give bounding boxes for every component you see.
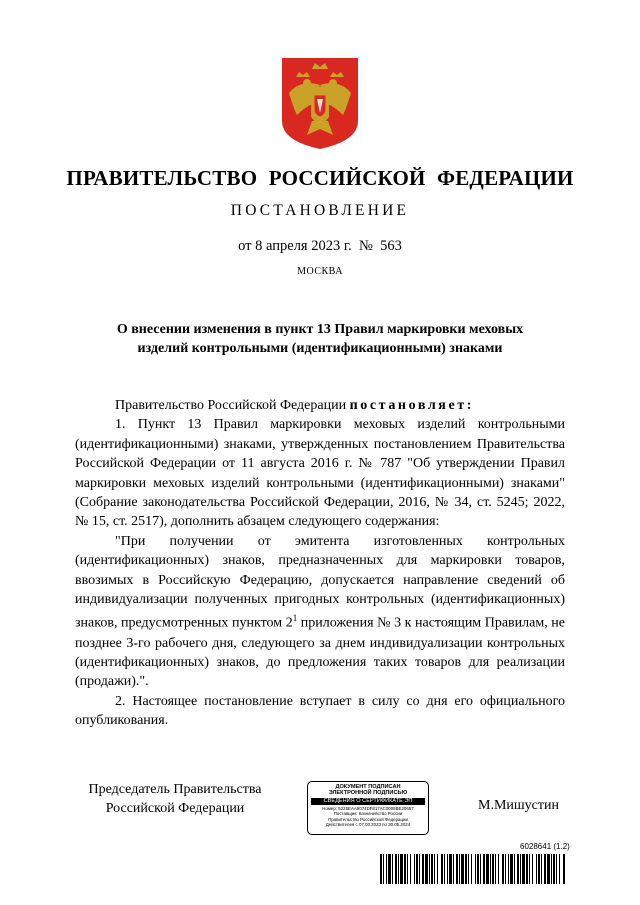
stamp-cert-number: Номер: 5225EAA9074DF817AC0008BE20657 xyxy=(322,805,414,811)
quote-text-b: приложения № 3 к настоящим Правилам, не позднее 3-го рабочего дня, следующего за днем индивидуализации контрольных (идентификационных) знаков, до предложения таких товаров для реализации (продажи).". xyxy=(75,616,565,690)
intro-text: Правительство Российской Федерации xyxy=(115,398,350,413)
paragraph-1: 1. Пункт 13 Правил маркировки меховых изделий контрольными (идентификационными) знаками, утвержденных постановлением Правительства Российской Федерации от 11 августа 2016 г. № 787 "Об утверждении Правил маркировки меховых изделий контрольными (идентификационными) знаками" (Собрание законодательства Российской Федерации, 2016, № 34, ст. 5245; 2022, № 15, ст. 2517), дополнить абзацем следующего содержания: xyxy=(75,417,565,530)
quote-text-a: "При получении от эмитента изготовленных контрольных (идентификационных) знаков, предназначенных для маркировки товаров, ввозимых в Российскую Федерацию, допускается направление сведений об индивидуализации полученных пригодных контрольных (идентификационных) знаков, предусмотренных пунктом 2 xyxy=(75,533,565,632)
barcode-number: 6028641 (1.2) xyxy=(520,842,570,851)
document-city: МОСКВА xyxy=(297,266,343,277)
electronic-signature-stamp xyxy=(307,781,429,835)
document-subject: О внесении изменения в пункт 13 Правил маркировки меховых изделий контрольными (идентификационными) знаками xyxy=(116,322,524,356)
document-body xyxy=(75,396,565,731)
signatory-title xyxy=(70,780,280,818)
stamp-validity: Действителен с 07.03.2023 по 30.05.2024 xyxy=(325,822,411,828)
coat-of-arms-icon xyxy=(279,55,361,151)
signatory-title-line1: Председатель Правительства xyxy=(88,782,262,797)
stamp-owner: Правительство Российской Федерации xyxy=(328,816,408,822)
quoted-paragraph xyxy=(75,532,565,692)
barcode-icon xyxy=(380,854,566,884)
resolves-word: постановляет: xyxy=(349,398,474,413)
stamp-issuer: Поставщик: Казначейство России xyxy=(333,811,403,817)
government-title: ПРАВИТЕЛЬСТВО РОССИЙСКОЙ ФЕДЕРАЦИИ xyxy=(66,166,574,190)
signatory-name: М.Мишустин xyxy=(478,798,559,813)
document-date-number: от 8 апреля 2023 г. № 563 xyxy=(238,238,402,254)
paragraph-2: 2. Настоящее постановление вступает в силу со дня его официального опубликования. xyxy=(75,693,565,729)
signatory-title-line2: Российской Федерации xyxy=(105,801,245,816)
stamp-heading-2: ЭЛЕКТРОННОЙ ПОДПИСЬЮ xyxy=(328,790,408,797)
stamp-certificate-bar: СВЕДЕНИЯ О СЕРТИФИКАТЕ ЭП xyxy=(311,798,425,805)
intro-paragraph xyxy=(75,396,565,415)
stamp-heading-1: ДОКУМЕНТ ПОДПИСАН xyxy=(335,784,401,790)
document-type: ПОСТАНОВЛЕНИЕ xyxy=(230,202,410,219)
quote-superscript: 1 xyxy=(292,613,298,624)
